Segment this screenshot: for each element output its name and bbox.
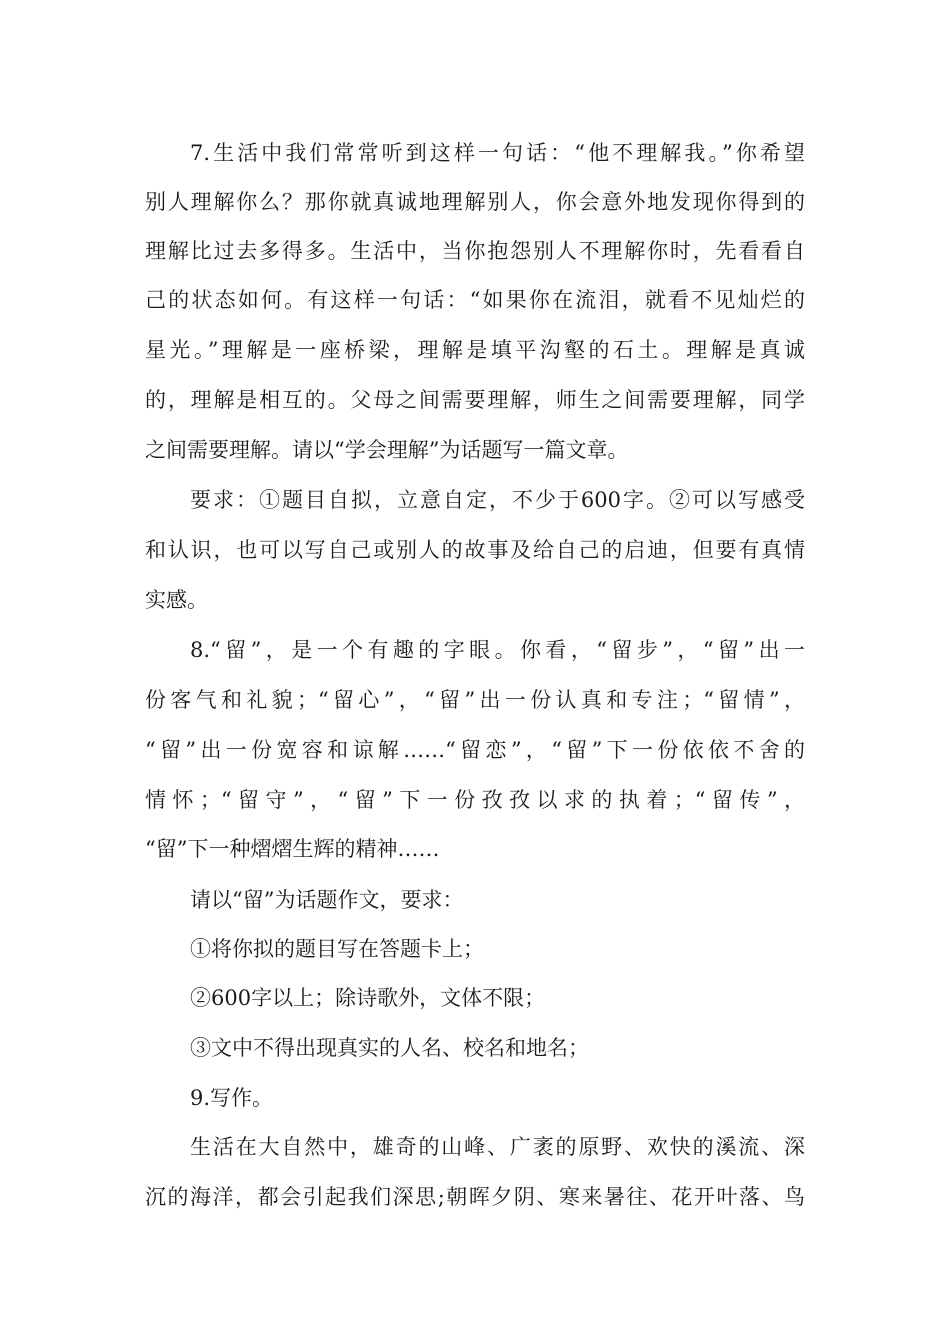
text-line: 7.生活中我们常常听到这样一句话：“他不理解我。”你希望: [190, 141, 805, 165]
text-line: 之间需要理解。请以“学会理解”为话题写一篇文章。: [145, 438, 629, 462]
text-line: 和认识，也可以写自己或别人的故事及给自己的启迪，但要有真情: [145, 538, 805, 562]
text-line: 9.写作。: [190, 1086, 274, 1110]
text-line: 己的状态如何。有这样一句话：“如果你在流泪，就看不见灿烂的: [145, 288, 805, 312]
text-line: 请以“留”为话题作文，要求：: [190, 888, 464, 912]
text-line: 沉的海洋，都会引起我们深思;朝晖夕阴、寒来暑往、花开叶落、鸟: [145, 1185, 805, 1209]
text-line: ①将你拟的题目写在答题卡上；: [190, 937, 484, 961]
text-line: 生活在大自然中，雄奇的山峰、广袤的原野、欢快的溪流、深: [190, 1135, 805, 1159]
text-line: “留”出一份宽容和谅解……“留恋”，“留”下一份依依不舍的: [145, 738, 805, 762]
text-line: 别人理解你么？那你就真诚地理解别人，你会意外地发现你得到的: [145, 190, 805, 214]
text-line: 的，理解是相互的。父母之间需要理解，师生之间需要理解，同学: [145, 388, 805, 412]
text-line: 理解比过去多得多。生活中，当你抱怨别人不理解你时，先看看自: [145, 239, 805, 263]
text-line: ②600字以上；除诗歌外，文体不限；: [190, 986, 546, 1010]
text-line: 实感。: [145, 588, 208, 612]
text-line: ③文中不得出现真实的人名、校名和地名；: [190, 1036, 589, 1060]
text-line: “留”下一种熠熠生辉的精神……: [145, 837, 440, 861]
text-line: 份客气和礼貌；“留心”，“留”出一份认真和专注；“留情”，: [145, 688, 805, 712]
text-line: 星光。”理解是一座桥梁，理解是填平沟壑的石土。理解是真诚: [145, 338, 805, 362]
text-line: 8.“留”，是一个有趣的字眼。你看，“留步”，“留”出一: [190, 638, 805, 662]
text-line: 情怀；“留守”，“留”下一份孜孜以求的执着；“留传”，: [145, 788, 805, 812]
text-line: 要求：①题目自拟，立意自定，不少于600字。②可以写感受: [190, 488, 805, 512]
